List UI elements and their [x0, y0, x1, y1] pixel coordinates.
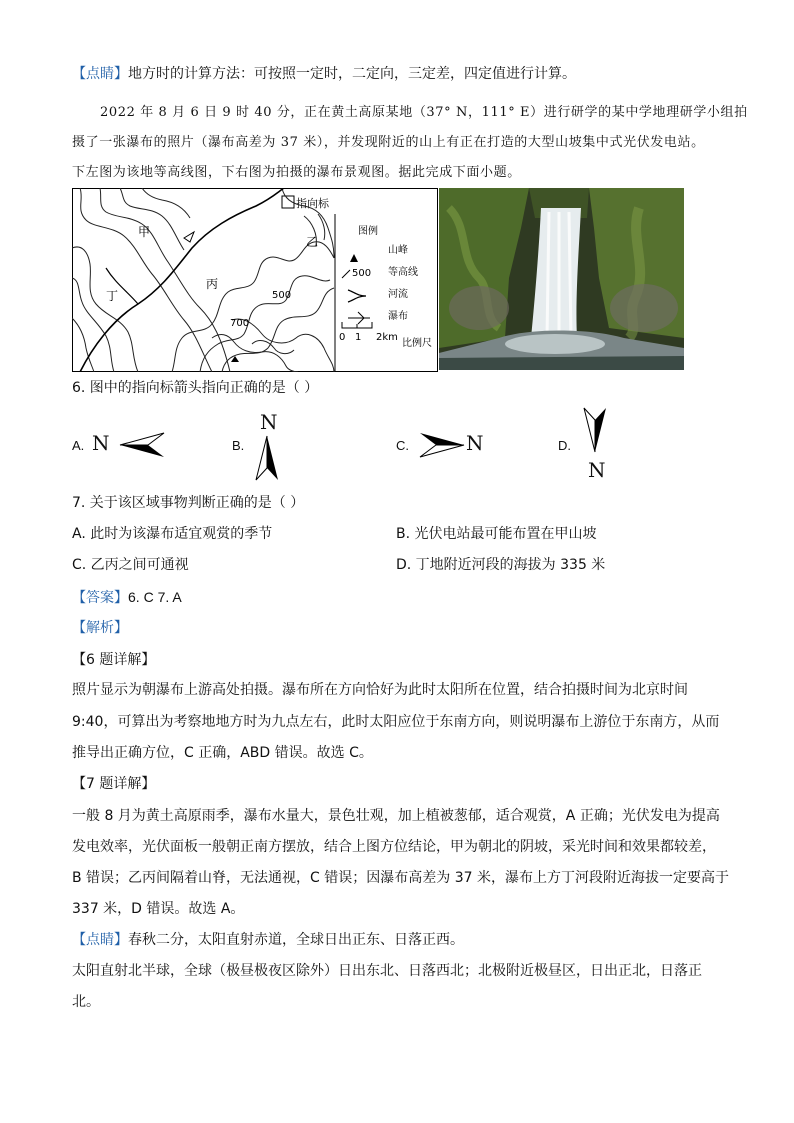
- q6-option-a[interactable]: [72, 425, 192, 465]
- compass-arrow-icon: [580, 404, 610, 454]
- closing-tip: [72, 930, 464, 950]
- legend-contour: 等高线: [388, 267, 418, 278]
- option-letter: B.: [232, 438, 245, 453]
- scale-label: 比例尺: [402, 338, 432, 349]
- passage-line-3: 下左图为该地等高线图，下右图为拍摄的瀑布景观图。据此完成下面小题。: [72, 165, 521, 180]
- contour-label-700: 700: [230, 318, 250, 329]
- q7-option-d[interactable]: D. 丁地附近河段的海拔为 335 米: [396, 557, 606, 573]
- tip2-text: 春秋二分，太阳直射赤道，全球日出正东、日落正西。: [128, 932, 464, 948]
- q6-detail-line-3: 推导出正确方位，C 正确，ABD 错误。故选 C。: [72, 745, 373, 761]
- option-letter: C.: [396, 438, 409, 453]
- q7-detail-line-2: 发电效率，光伏面板一般朝正南方摆放，结合上图方位结论，甲为朝北的阴坡，采光时间和效果都较差，: [72, 839, 716, 855]
- compass-arrow-icon: [252, 434, 282, 482]
- q6-option-b[interactable]: [232, 408, 352, 482]
- passage-line-1: 2022 年 8 月 6 日 9 时 40 分，正在黄土高原某地（37° N，111° E）进行研学的某中学地理研学小组拍: [100, 105, 748, 120]
- q7-option-c[interactable]: C. 乙丙之间可通视: [72, 557, 189, 573]
- analysis-label: 【解析】: [72, 620, 128, 636]
- q7-detail-line-4: 337 米，D 错误。故选 A。: [72, 901, 245, 917]
- place-jia: 甲: [138, 225, 151, 239]
- answer-line: [72, 587, 182, 608]
- q6-option-c[interactable]: [396, 425, 516, 465]
- scale-tick-0: 0: [339, 332, 346, 343]
- q6-option-d[interactable]: [558, 402, 678, 482]
- place-ding: 丁: [106, 289, 119, 303]
- contour-map: [72, 188, 438, 372]
- place-yi: 乙: [306, 235, 319, 249]
- tip2-line-3: 北。: [72, 994, 100, 1010]
- q7-detail-heading: 【7 题详解】: [72, 776, 156, 792]
- north-label: N: [260, 410, 278, 434]
- passage-line-2: 摄了一张瀑布的照片（瀑布高差为 37 米），并发现附近的山上有正在打造的大型山坡集中式光伏发电站。: [72, 135, 705, 150]
- q7-option-b[interactable]: B. 光伏电站最可能布置在甲山坡: [396, 526, 597, 542]
- q6-detail-line-1: 照片显示为朝瀑布上游高处拍摄。瀑布所在方向恰好为此时太阳所在位置，结合拍摄时间为北京时间: [72, 682, 688, 698]
- compass-box-label: 指向标: [296, 197, 329, 210]
- tip2-label: 【点睛】: [72, 932, 128, 948]
- place-bing: 丙: [206, 277, 219, 291]
- answer-label: 【答案】: [72, 590, 128, 606]
- compass-arrow-icon: [118, 427, 168, 463]
- tip2-line-2: 太阳直射北半球，全球（极昼极夜区除外）日出东北、日落西北；北极附近极昼区，日出正北，日落正: [72, 963, 702, 979]
- contour-label-500: 500: [272, 290, 292, 301]
- q6-detail-heading: 【6 题详解】: [72, 652, 156, 668]
- legend-peak: 山峰: [388, 245, 408, 256]
- intro-tip: [72, 64, 576, 84]
- legend-waterfall: 瀑布: [388, 311, 408, 322]
- q6-stem: 6. 图中的指向标箭头指向正确的是（ ）: [72, 380, 319, 396]
- q7-option-a[interactable]: A. 此时为该瀑布适宜观赏的季节: [72, 526, 273, 542]
- legend-contour-value: 500: [352, 268, 372, 279]
- option-letter: D.: [558, 438, 571, 453]
- q7-detail-line-3: B 错误；乙丙间隔着山脊，无法通视，C 错误；因瀑布高差为 37 米，瀑布上方丁河段附近海拔一定要高于: [72, 870, 729, 886]
- legend-river: 河流: [388, 289, 408, 300]
- q7-stem: 7. 关于该区域事物判断正确的是（ ）: [72, 495, 305, 511]
- north-label: N: [466, 431, 484, 455]
- waterfall-photo: [439, 188, 684, 370]
- north-label: N: [588, 458, 606, 482]
- compass-arrow-icon: [416, 427, 466, 463]
- option-letter: A.: [72, 438, 85, 453]
- answer-text: 6. C 7. A: [128, 589, 182, 605]
- north-label: N: [92, 431, 110, 455]
- scale-tick-1: 1: [355, 332, 362, 343]
- tip-text: 地方时的计算方法：可按照一定时，二定向，三定差，四定值进行计算。: [128, 66, 576, 82]
- tip-label: 【点睛】: [72, 66, 128, 82]
- q7-detail-line-1: 一般 8 月为黄土高原雨季，瀑布水量大，景色壮观，加上植被葱郁，适合观赏，A 正确；光伏发电为提高: [72, 808, 720, 824]
- scale-tick-2: 2km: [376, 332, 398, 343]
- legend-title: 图例: [358, 226, 378, 237]
- q6-detail-line-2: 9:40，可算出为考察地地方时为九点左右，此时太阳应位于东南方向，则说明瀑布上游位于东南方，从而: [72, 714, 720, 730]
